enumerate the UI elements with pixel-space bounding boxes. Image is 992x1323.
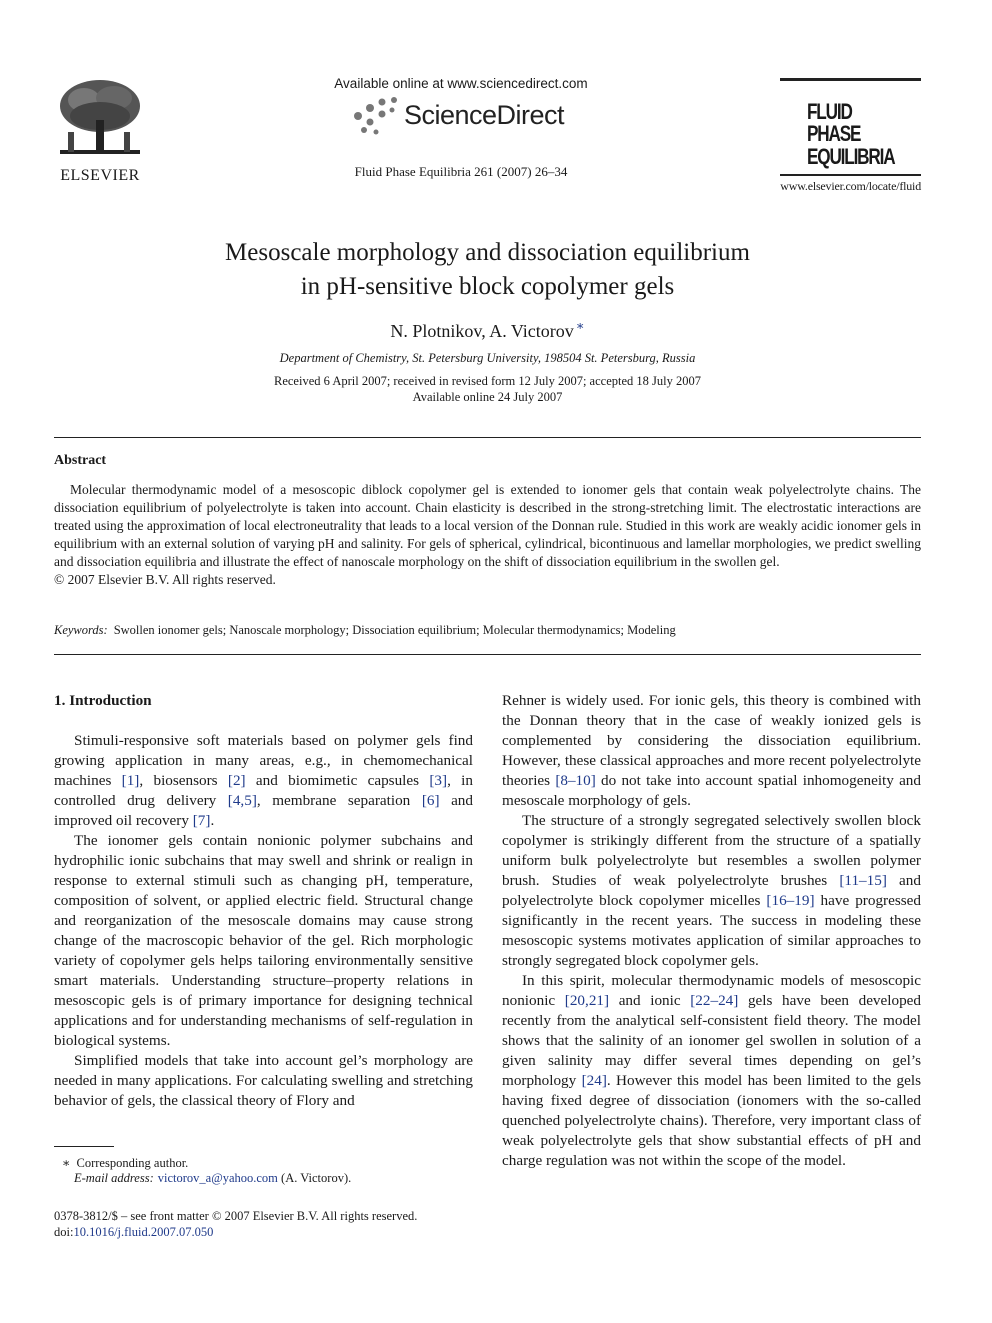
keywords-label: Keywords: [54,623,108,637]
available-date: Available online 24 July 2007 [412,390,563,404]
publisher-name: ELSEVIER [60,167,140,184]
abstract-heading: Abstract [54,453,107,468]
keywords [54,623,921,638]
issn-line: 0378-3812/$ – see front matter © 2007 Elsevier B.V. All rights reserved. [54,1209,418,1223]
abstract-text: Molecular thermodynamic model of a mesoscopic diblock copolymer gel is extended to ionomer gels that contain weak polyelectrolyte chains. The dissociation equilibrium of polyelectrolyte is taken into account. Chain elasticity is described in the strong-stretching limit. The electrostatic interactions are treated using the approximation of local electroneutrality that leads to a local version of the Donnan rule. Studied in this work are weakly acidic ionomer gels in equilibrium with an external solution of varying pH and salinity. For gels of spherical, cylindrical, bicontinuous and lamellar morphologies, we predict swelling and dissociation equilibria and illustrate the effect of nanoscale morphology on the shift of dissociation equilibrium in the swollen gel. [54,482,921,570]
elsevier-logo [54,76,146,184]
email-label: E-mail address: [74,1171,154,1185]
email-link[interactable]: victorov_a@yahoo.com [157,1171,278,1185]
ref-20-21[interactable]: [20,21] [564,992,610,1009]
journal-logo-line2: EQUILIBRIA [807,144,895,169]
sciencedirect-wordmark: ScienceDirect [404,100,565,130]
intro-paragraph-3: Simplified models that take into account gel’s morphology are needed in many applications. For calculating swelling and stretching behavior of gels, the classical theory of Flory and [54,1052,473,1109]
footnote-rule [54,1146,114,1147]
abstract-top-rule [54,437,921,438]
journal-logo-top-rule [780,78,921,81]
journal-logo-line1: FLUID PHASE [807,99,861,146]
article-title [54,236,921,304]
journal-logo [807,99,917,169]
abstract-copyright: © 2007 Elsevier B.V. All rights reserved. [54,572,276,588]
keywords-list: Swollen ionomer gels; Nanoscale morphology; Dissociation equilibrium; Molecular thermodynamics; Modeling [113,623,676,637]
received-dates: Received 6 April 2007; received in revised form 12 July 2007; accepted 18 July 2007 [274,374,701,388]
abstract-bottom-rule [54,654,921,655]
abstract-body [54,481,921,590]
author-names: N. Plotnikov, A. Victorov [390,321,574,341]
section-heading: 1. Introduction [54,692,152,709]
authors [54,318,921,342]
sciencedirect-dots-icon [348,96,404,136]
affiliation: Department of Chemistry, St. Petersburg University, 198504 St. Petersburg, Russia [279,351,696,365]
doi-line: doi:10.1016/j.fluid.2007.07.050 [54,1225,214,1239]
journal-logo-bottom-rule [780,174,921,176]
left-column [54,691,473,1111]
right-paragraph-2: The structure of a strongly segregated selectively swollen block copolymer is strikingly different from the structure of a spatially uniform bulk polyelectrolyte but resembles a swollen polymer brush. Studies of weak polyelectrolyte brushes [11–15] and polyelectrolyte block copolymer micelles [16–19] have progressed significantly in the recent years. The success in modeling these mesoscopic systems motivates application of similar approaches to strongly segregated block copolymer gels. [502,812,921,969]
sciencedirect-brand [348,96,588,136]
ref-4-5[interactable]: [4,5] [227,792,257,809]
journal-citation: Fluid Phase Equilibria 261 (2007) 26–34 [354,164,568,179]
footnote-email: E-mail address: victorov_a@yahoo.com (A. Victorov). [74,1171,352,1185]
ref-22-24[interactable]: [22–24] [690,992,739,1009]
intro-paragraph-2: The ionomer gels contain nonionic polymer subchains and hydrophilic ionic subchains that may swell and shrink or realign in response to external stimuli such as changing pH, temperature, composition of solvent, or applied electric field. Structural change and reorganization of the mesoscale domains may cause strong change of the macroscopic behavior of the gel. Rich morphologic variety of copolymer gels helps tailoring environmentally sensitive smart materials. Understanding structure–property relations in mesoscopic gels is of primary importance for designing technical applications and for understanding mechanisms of self-regulation in biological systems. [54,832,473,1049]
title-line-1: Mesoscale morphology and dissociation equilibrium [225,239,750,266]
footnote-mark: ∗ [62,1156,71,1170]
intro-paragraph-1: Stimuli-responsive soft materials based on polymer gels find growing application in many areas, e.g., in chemomechanical machines [1], biosensors [2] and biomimetic capsules [3], in controlled drug delivery [4,5], membrane separation [6] and improved oil recovery [7]. [54,732,473,829]
ref-1[interactable]: [1] [121,772,140,789]
journal-url[interactable]: www.elsevier.com/locate/fluid [780,179,921,193]
ref-3[interactable]: [3] [429,772,448,789]
title-line-2: in pH-sensitive block copolymer gels [300,273,675,300]
ref-8-10[interactable]: [8–10] [555,772,596,789]
ref-16-19[interactable]: [16–19] [766,892,815,909]
right-paragraph-1: Rehner is widely used. For ionic gels, this theory is combined with the Donnan theory that in the case of weakly ionized gels is complemented by considering the dissociation equilibrium. However, these classical approaches and more recent polyelectrolyte theories [8–10] do not take into account spatial inhomogeneity and mesoscale morphology of gels. [502,692,921,809]
ref-2[interactable]: [2] [227,772,246,789]
ref-24[interactable]: [24] [581,1072,607,1089]
available-online: Available online at www.sciencedirect.com [334,76,588,91]
right-paragraph-3: In this spirit, molecular thermodynamic models of mesoscopic nonionic [20,21] and ionic [22–24] gels have been developed recently from the analytical self-consistent field theory. The model shows that the salinity of an ionomer gel swollen in solution of a given salinity may differ several times depending on gel’s morphology [24]. However this model has been limited to the gels having fixed degree of dissociation (ionomers with the so-called quenched polyelectrolyte chains). Therefore, very important class of weak polyelectrolyte gels that show substantial effects of pH and charge regulation was not within the scope of the model. [502,972,922,1169]
ref-7[interactable]: [7] [192,812,211,829]
right-column [502,691,921,1171]
corresponding-author-mark[interactable]: ∗ [575,318,585,333]
doi-link[interactable]: 10.1016/j.fluid.2007.07.050 [73,1225,214,1239]
elsevier-tree-icon [54,76,146,158]
footnote-corresponding: ∗ Corresponding author. [62,1156,189,1170]
ref-11-15[interactable]: [11–15] [839,872,887,889]
ref-6[interactable]: [6] [421,792,440,809]
